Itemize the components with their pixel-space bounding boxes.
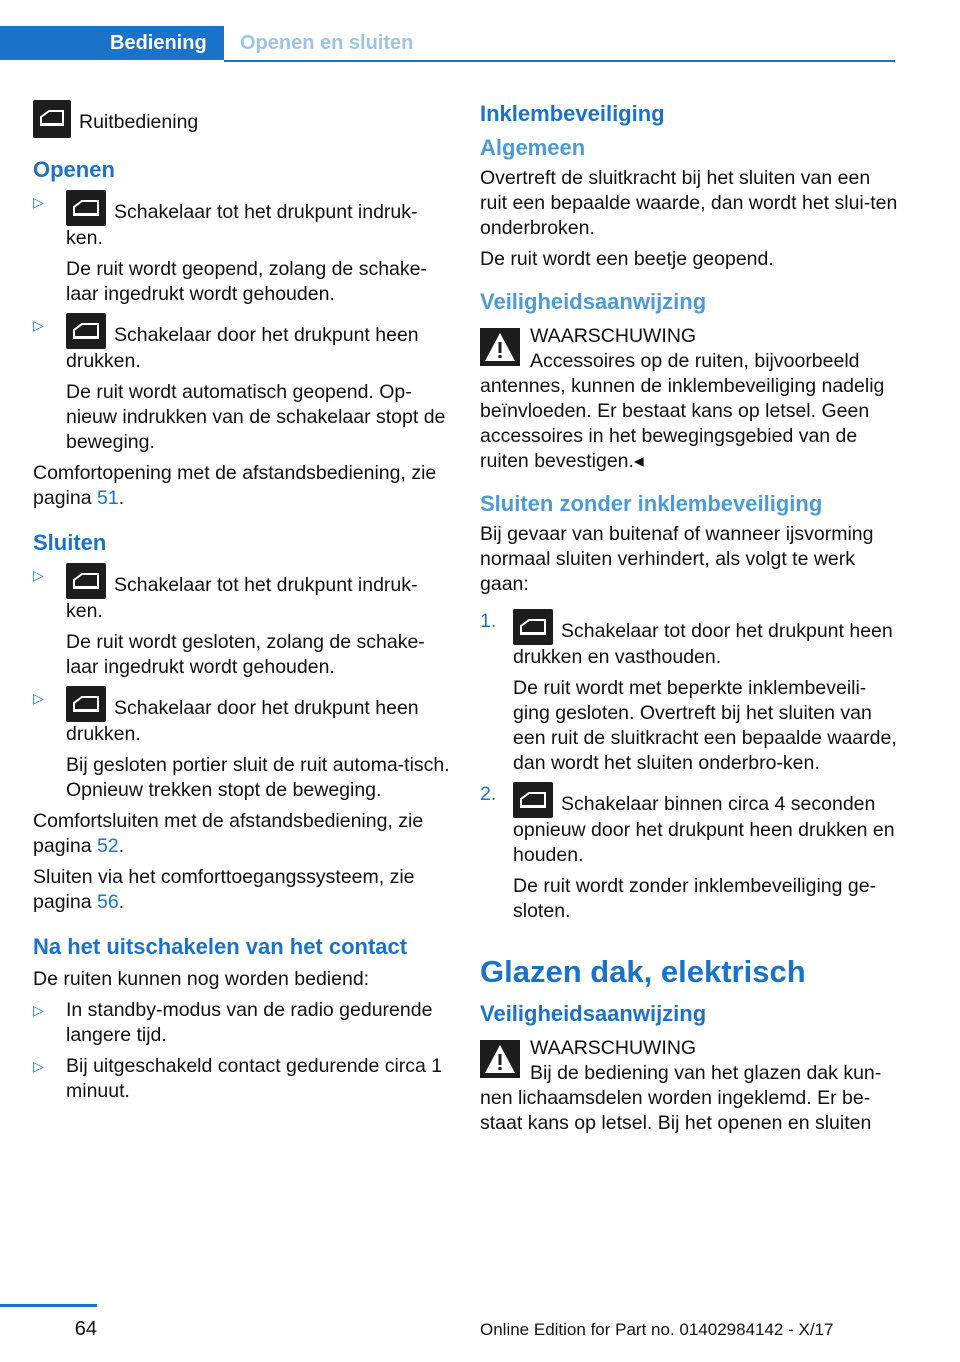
heading-glazen-dak: Glazen dak, elektrisch	[480, 954, 806, 989]
contact-intro: De ruiten kunnen nog worden bediend:	[33, 968, 370, 990]
comfort-opening-text: Comfortopening met de afstandsbediening, zie pagina 51.	[33, 462, 437, 509]
window-switch-icon	[66, 313, 106, 349]
heading-dak-veiligheid: Veiligheidsaanwijzing	[480, 1001, 707, 1026]
heading-openen: Openen	[33, 157, 115, 182]
list-item: 2. Schakelaar binnen circa 4 seconden opnieuw door het drukpunt heen drukken en houden. De ruit wordt zonder inklembeveiliging ge-sloten.	[480, 783, 895, 922]
warning-triangle-icon	[480, 1040, 520, 1078]
inklem-paragraph-1: Overtreft de sluitkracht bij het sluiten van een ruit een bepaalde waarde, dan wordt het slui-ten onderbroken.	[480, 167, 898, 239]
triangle-bullet-icon: ▷	[33, 690, 44, 706]
window-switch-icon	[513, 609, 553, 645]
zonder-intro: Bij gevaar van buitenaf of wanneer ijsvorming normaal sluiten verhindert, als volgt te werk gaan:	[480, 523, 874, 595]
window-switch-icon	[66, 686, 106, 722]
triangle-bullet-icon: ▷	[33, 1058, 44, 1074]
list-item: ▷ Schakelaar tot het drukpunt indruk-ken. De ruit wordt geopend, zolang de schake-laar ingedrukt wordt gehouden.	[33, 190, 451, 307]
footer-rule	[0, 1304, 97, 1307]
tab-bediening[interactable]: Bediening	[0, 26, 224, 60]
heading-sluiten: Sluiten	[33, 530, 107, 555]
heading-inklembeveiliging: Inklembeveiliging	[480, 101, 665, 126]
list-item: 1. Schakelaar tot door het drukpunt heen drukken en vasthouden. De ruit wordt met beperkte inklembeveili-ging gesloten. Overtreft bij het sluiten van een ruit de sluitkracht een bepaalde waarde, dan wordt het sluiten onderbro-ken.	[480, 610, 897, 774]
heading-na-contact: Na het uitschakelen van het contact	[33, 934, 408, 959]
heading-veiligheidsaanwijzing: Veiligheidsaanwijzing	[480, 289, 707, 314]
page-link-51[interactable]: 51	[96, 487, 119, 509]
right-column	[480, 100, 898, 1142]
triangle-bullet-icon: ▷	[33, 317, 44, 333]
list-item: ▷ Schakelaar tot het drukpunt indruk-ken. De ruit wordt gesloten, zolang de schake-laar ingedrukt wordt gehouden.	[33, 563, 451, 680]
page-link-56[interactable]: 56	[96, 891, 119, 913]
page-number: 64	[74, 1318, 97, 1340]
step-number: 1.	[480, 610, 497, 632]
heading-algemeen: Algemeen	[480, 135, 586, 160]
triangle-bullet-icon: ▷	[33, 194, 44, 210]
comfort-access-text: Sluiten via het comforttoegangssysteem, zie pagina 56.	[33, 866, 415, 913]
header-rule	[224, 60, 895, 62]
window-switch-icon	[33, 100, 71, 138]
warning-label: WAARSCHUWING	[530, 325, 697, 347]
warning-block	[480, 1036, 898, 1136]
window-switch-icon	[513, 782, 553, 818]
triangle-bullet-icon: ▷	[33, 567, 44, 583]
inklem-paragraph-2: De ruit wordt een beetje geopend.	[480, 248, 774, 270]
warning-text: Bij de bediening van het glazen dak kun-nen lichaamsdelen worden ingeklemd. Er be-staat kans op letsel. Bij het openen en sluiten	[480, 1062, 882, 1134]
window-switch-icon	[66, 563, 106, 599]
warning-label: WAARSCHUWING	[530, 1037, 697, 1059]
tab-openen-en-sluiten[interactable]: Openen en sluiten	[240, 32, 414, 54]
triangle-bullet-icon: ▷	[33, 1002, 44, 1018]
page-link-52[interactable]: 52	[96, 835, 119, 857]
heading-sluiten-zonder: Sluiten zonder inklembeveiliging	[480, 491, 823, 516]
ruitbediening-title: Ruitbediening	[33, 100, 451, 138]
list-item: ▷ Schakelaar door het drukpunt heen drukken. Bij gesloten portier sluit de ruit automa-tisch. Opnieuw trekken stopt de beweging.	[33, 686, 451, 803]
warning-block	[480, 324, 898, 474]
warning-text: Accessoires op de ruiten, bijvoorbeeld antennes, kunnen de inklembeveiliging nadelig beïnvloeden. Er bestaat kans op letsel. Geen accessoires in het bewegingsgebied van de ruiten bevestigen.◂	[480, 350, 885, 472]
list-item: ▷ In standby-modus van de radio gedurende langere tijd.	[33, 999, 433, 1046]
edition-text: Online Edition for Part no. 01402984142 - X/17	[480, 1320, 834, 1339]
warning-triangle-icon	[480, 328, 520, 366]
list-item: ▷ Bij uitgeschakeld contact gedurende circa 1 minuut.	[33, 1055, 443, 1102]
step-number: 2.	[480, 783, 497, 805]
left-column	[33, 100, 451, 1110]
header-tabs	[0, 26, 895, 62]
comfort-closing-text: Comfortsluiten met de afstandsbediening, zie pagina 52.	[33, 810, 424, 857]
list-item: ▷ Schakelaar door het drukpunt heen drukken. De ruit wordt automatisch geopend. Op-nieuw indrukken van de schakelaar stopt de beweging.	[33, 313, 451, 455]
window-switch-icon	[66, 190, 106, 226]
